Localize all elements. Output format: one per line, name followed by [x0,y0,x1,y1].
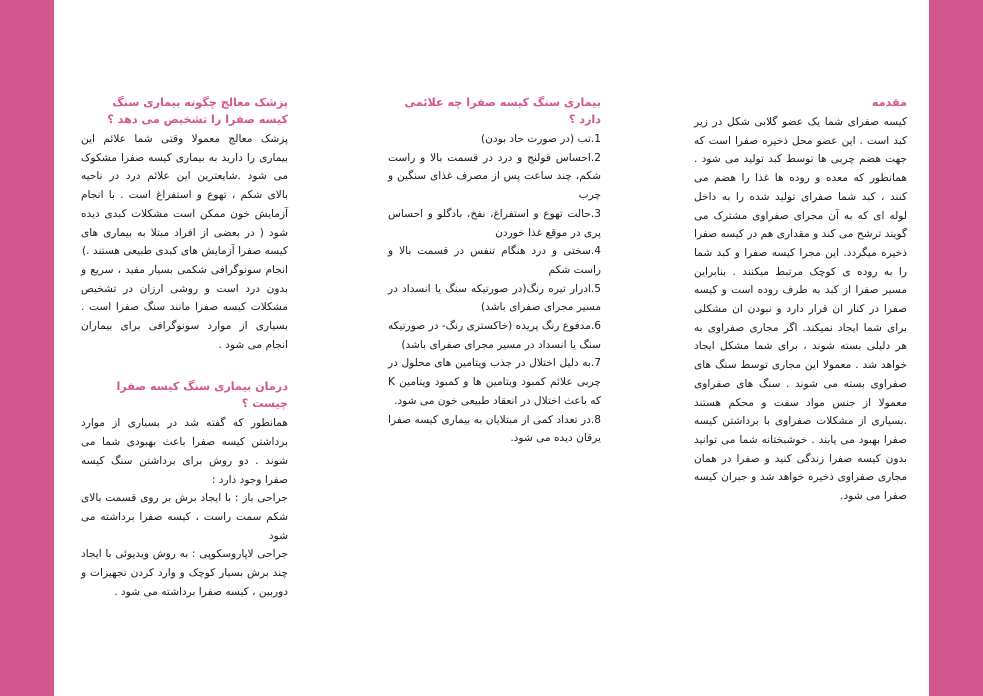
treatment-paragraph: جراحی لاپاروسکوپی : به روش ویدیوئی با ایجاد چند برش بسیار کوچک و وارد کردن تجهیزات و دوربین ، کیسه صفرا برداشته می شود . [81,548,288,598]
treatment-heading: درمان بیماری سنگ کیسه صفرا چیست ؟ [116,380,288,411]
treatment-paragraph: جراحی باز : با ایجاد برش بر روی قسمت بالای شکم سمت راست ، کیسه صفرا برداشته می شود [81,492,288,542]
diagnosis-paragraph: پزشک معالج معمولا وقتی شما علائم این بیماری را دارید به بیماری کیسه صفرا مشکوک می شود .شایعترین این علائم درد در ناحیه بالای شکم ، تهوع و استفراغ است . با انجام آزمایش خون ممکن است مشکلات کبدی دیده شود ( در بعضی از افراد مبتلا به بیماری های کیسه صفرا آزمایش های کبدی طبیعی هستند .) [81,133,288,258]
symptom-item: 7.به دلیل اختلال در جذب ویتامین های محلول در چربی علائم کمبود ویتامین ها و کمبود ویتامین K که باعث اختلال در انعقاد طبیعی خون می شود. [388,357,601,407]
symptom-item: 2.احساس قولنج و درد در قسمت بالا و راست شکم، چند ساعت پس از مصرف غذای سنگین و چرب [388,151,601,202]
diagnosis-heading: پزشک معالج چگونه بیماری سنگ کیسه صفرا را تشخیص می دهد ؟ [107,96,288,126]
intro-column [694,94,907,506]
left-pink-band [0,0,54,696]
intro-heading: مقدمه [871,96,907,109]
intro-paragraph: کیسه صفرای شما یک عضو گلابی شکل در زیر کبد است . این عضو محل ذخیره صفرا است که جهت هضم چربی ها توسط کبد تولید می شود . همانطور که معده و روده ها غذا را هضم می کنند ، کبد شما صفرای تولید شده را به داخل لوله ای که به آن مجرای صفراوی مشترک می گویند ترشح می کند و مقداری هم در کیسه صفرا ذخیره میگردد. این مجرا کیسه صفرا و کبد شما را به روده ی کوچک مرتبط میکنند . بنابراین مسیر صفرا از کبد به طرف روده است و کیسه صفرا در کنار ان قرار دارد و نبودن ان مشکلی برای شما ایجاد نمیکند. اگر مجاری صفراوی به هر دلیلی بسته شوند ، برای شما مشکل ایجاد خواهد شد . معمولا این مجاری توسط سنگ های صفراوی بسته می شوند . سنگ های صفراوی معمولا از جنس مواد سفت و محکم هستند .بسیاری از مشکلات صفراوی با برداشتن کیسه صفرا بهبود می یابند . خوشبختانه شما می توانید بدون کیسه صفرا زندگی کنید و صفرا در همان مجاری صفراوی ذخیره خواهد شد و جبران کیسه صفرا می شود. [694,116,907,503]
symptom-item: 4.سختی و درد هنگام تنفس در قسمت بالا و راست شکم [388,245,601,276]
symptom-item: 5.ادرار تیره رنگ(در صورتیکه سنگ یا انسداد در مسیر مجرای صفرای باشد) [388,282,601,314]
diagnosis-treatment-column [81,94,288,601]
right-pink-band [929,0,983,696]
symptom-item: 6.مدفوع رنگ پریده (خاکستری رنگ- در صورتیکه سنگ یا انسداد در مسیر مجرای صفرای باشد) [387,320,601,351]
symptoms-heading: بیماری سنگ کیسه صفرا چه علائمی دارد ؟ [404,96,601,126]
symptoms-column [388,94,601,448]
symptom-item: 3.حالت تهوع و استفراغ، نفخ، بادگلو و احساس پری در موقع غذا خوردن [388,207,601,239]
symptom-item: 8.در تعداد کمی از مبتلایان به بیماری کیسه صفرا یرقان دیده می شود. [388,413,601,445]
diagnosis-paragraph: انجام سونوگرافی شکمی بسیار مفید ، سریع و بدون درد است و روشی ارزان در تشخیص مشکلات کیسه صفرا مانند سنگ صفرا است . بسیاری از موارد سونوگرافی برای بیماران انجام می شود . [81,263,288,351]
treatment-paragraph: همانطور که گفته شد در بسیاری از موارد برداشتن کیسه صفرا باعث بهبودی شما می شوند . دو روش برای برداشتن سنگ کیسه صفرا وجود دارد : [81,417,288,486]
symptom-item: 1.تب (در صورت حاد بودن) [480,133,601,145]
